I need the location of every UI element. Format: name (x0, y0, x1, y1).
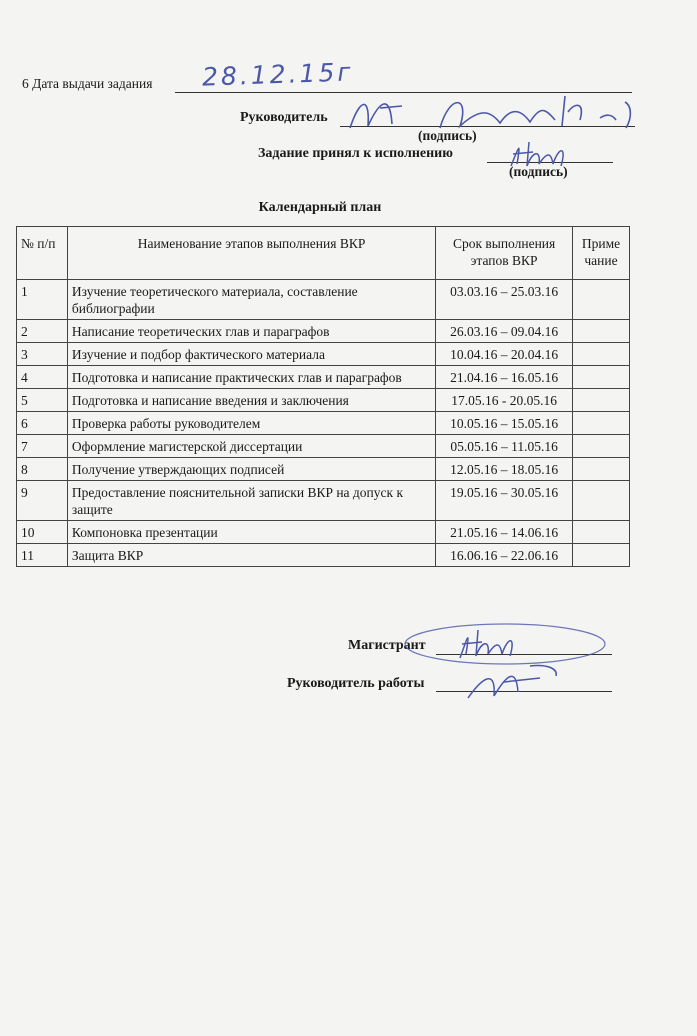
cell-term: 21.04.16 – 16.05.16 (436, 366, 573, 389)
table-row (17, 366, 630, 389)
cell-term: 12.05.16 – 18.05.16 (436, 458, 573, 481)
cell-term: 10.05.16 – 15.05.16 (436, 412, 573, 435)
table-row (17, 458, 630, 481)
cell-note (573, 521, 630, 544)
cell-note (573, 389, 630, 412)
issue-date-label: 6 Дата выдачи задания (22, 76, 153, 91)
master-label: Магистрант (348, 638, 426, 653)
header-term: Срок выполнения этапов ВКР (436, 227, 573, 280)
cell-term: 17.05.16 - 20.05.16 (436, 389, 573, 412)
cell-note (573, 435, 630, 458)
supervisor-signature-caption: (подпись) (418, 128, 477, 143)
header-note: Приме чание (573, 227, 630, 280)
cell-term: 19.05.16 – 30.05.16 (436, 481, 573, 521)
cell-num: 1 (17, 280, 68, 320)
cell-num: 6 (17, 412, 68, 435)
cell-note (573, 366, 630, 389)
cell-num: 10 (17, 521, 68, 544)
cell-num: 2 (17, 320, 68, 343)
cell-name: Подготовка и написание практических глав и параграфов (67, 366, 435, 389)
supervisor-signature (340, 88, 640, 138)
cell-term: 05.05.16 – 11.05.16 (436, 435, 573, 458)
cell-name: Изучение и подбор фактического материала (67, 343, 435, 366)
cell-note (573, 458, 630, 481)
cell-name: Оформление магистерской диссертации (67, 435, 435, 458)
work-supervisor-signature (460, 656, 570, 702)
table-row (17, 343, 630, 366)
cell-num: 3 (17, 343, 68, 366)
cell-note (573, 412, 630, 435)
supervisor-label: Руководитель (240, 110, 328, 125)
calendar-plan-table (16, 226, 630, 567)
cell-name: Изучение теоретического материала, составление библиографии (67, 280, 435, 320)
cell-name: Проверка работы руководителем (67, 412, 435, 435)
table-row (17, 280, 630, 320)
cell-num: 11 (17, 544, 68, 567)
cell-name: Подготовка и написание введения и заключения (67, 389, 435, 412)
cell-name: Написание теоретических глав и параграфов (67, 320, 435, 343)
accepted-signature-caption: (подпись) (509, 164, 568, 179)
cell-name: Защита ВКР (67, 544, 435, 567)
table-row (17, 412, 630, 435)
table-row (17, 481, 630, 521)
table-header-row (17, 227, 630, 280)
accepted-label: Задание принял к исполнению (258, 146, 453, 161)
cell-note (573, 280, 630, 320)
cell-term: 21.05.16 – 14.06.16 (436, 521, 573, 544)
issue-date-handwritten: 28.12.15г (201, 57, 354, 92)
cell-note (573, 544, 630, 567)
table-row (17, 320, 630, 343)
work-supervisor-label: Руководитель работы (287, 676, 425, 691)
plan-title: Календарный план (258, 200, 382, 215)
cell-num: 5 (17, 389, 68, 412)
cell-term: 26.03.16 – 09.04.16 (436, 320, 573, 343)
cell-note (573, 481, 630, 521)
cell-note (573, 343, 630, 366)
header-name: Наименование этапов выполнения ВКР (67, 227, 435, 280)
cell-num: 9 (17, 481, 68, 521)
cell-num: 7 (17, 435, 68, 458)
table-row (17, 435, 630, 458)
cell-note (573, 320, 630, 343)
cell-name: Компоновка презентации (67, 521, 435, 544)
cell-term: 10.04.16 – 20.04.16 (436, 343, 573, 366)
cell-term: 03.03.16 – 25.03.16 (436, 280, 573, 320)
cell-name: Получение утверждающих подписей (67, 458, 435, 481)
cell-term: 16.06.16 – 22.06.16 (436, 544, 573, 567)
cell-num: 8 (17, 458, 68, 481)
table-body (17, 280, 630, 567)
table-row (17, 544, 630, 567)
header-num: № п/п (17, 227, 68, 280)
cell-name: Предоставление пояснительной записки ВКР на допуск к защите (67, 481, 435, 521)
table-row (17, 521, 630, 544)
table-row (17, 389, 630, 412)
cell-num: 4 (17, 366, 68, 389)
